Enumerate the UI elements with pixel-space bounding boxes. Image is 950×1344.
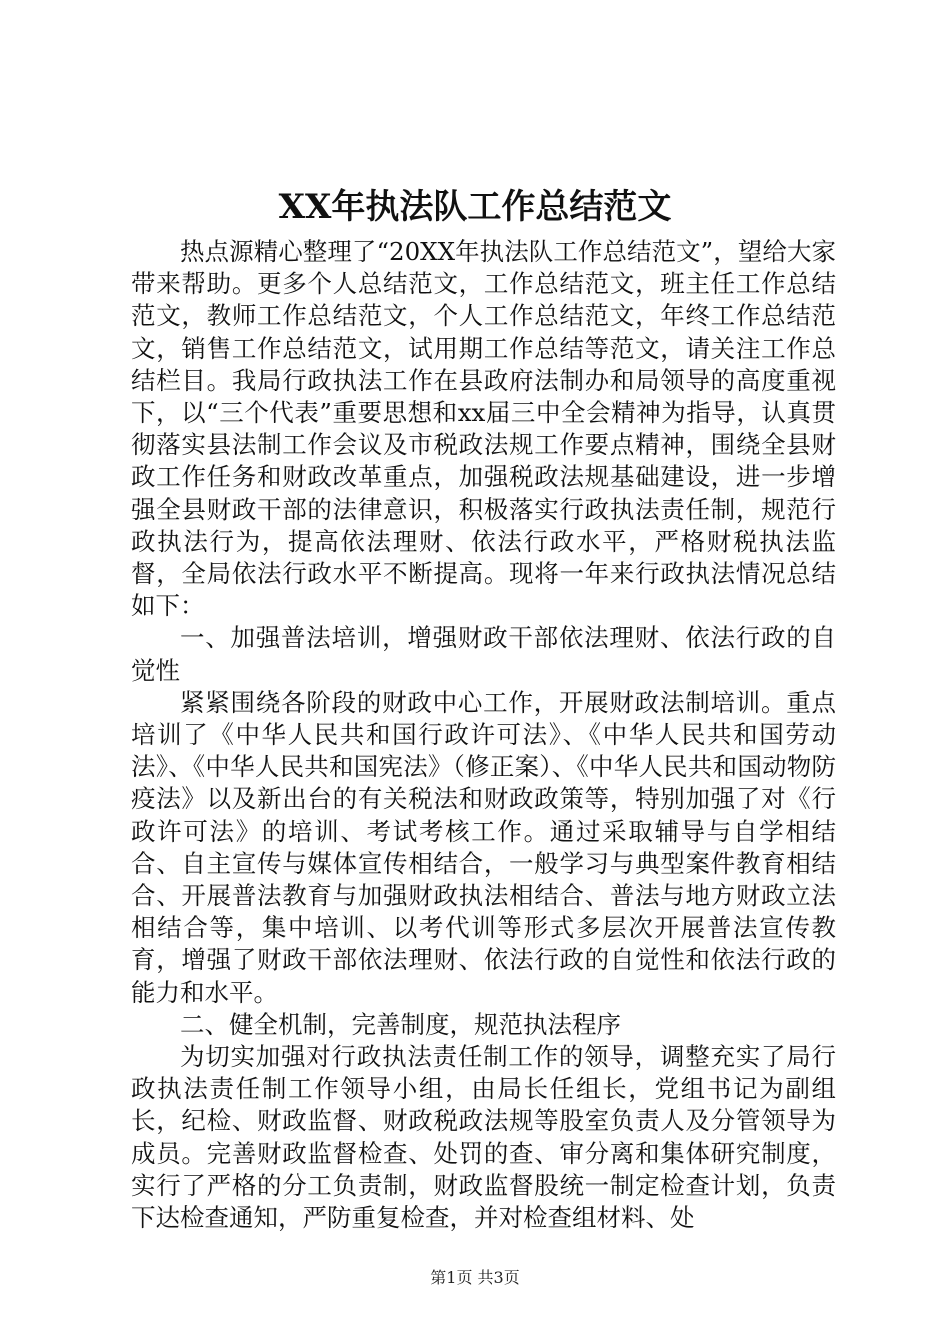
paragraph-section-2: 为切实加强对行政执法责任制工作的领导，调整充实了局行政执法责任制工作领导小组，由局长任组长，党组书记为副组长，纪检、财政监督、财政税政法规等股室负责人及分管领导为成员。完善财政监督检查、处罚的查、审分离和集体研究制度，实行了严格的分工负责制，财政监督股统一制定检查计划，负责下达检查通知，严防重复检查，并对检查组材料、处 bbox=[131, 1042, 836, 1233]
paragraph-intro: 热点源精心整理了“20XX年执法队工作总结范文”，望给大家带来帮助。更多个人总结范文，工作总结范文，班主任工作总结范文，教师工作总结范文，个人工作总结范文，年终工作总结范文，销售工作总结范文，试用期工作总结等范文，请关注工作总结栏目。我局行政执法工作在县政府法制办和局领导的高度重视下，以“三个代表”重要思想和xx届三中全会精神为指导，认真贯彻落实县法制工作会议及市税政法规工作要点精神，围绕全县财政工作任务和财政改革重点，加强税政法规基础建设，进一步增强全县财政干部的法律意识，积极落实行政执法责任制，规范行政执法行为，提高依法理财、依法行政水平，严格财税执法监督，全局依法行政水平不断提高。现将一年来行政执法情况总结如下： bbox=[131, 237, 836, 621]
page-footer: 第1页 共3页 bbox=[430, 1268, 520, 1287]
document-body bbox=[131, 236, 836, 1234]
paragraph-section-1: 紧紧围绕各阶段的财政中心工作，开展财政法制培训。重点培训了《中华人民共和国行政许可法》、《中华人民共和国劳动法》、《中华人民共和国宪法》（修正案）、《中华人民共和国动物防疫法》以及新出台的有关税法和财政政策等，特别加强了对《行政许可法》的培训、考试考核工作。通过采取辅导与自学相结合、自主宣传与媒体宣传相结合，一般学习与典型案件教育相结合、开展普法教育与加强财政执法相结合、普法与地方财政立法相结合等，集中培训、以考代训等形式多层次开展普法宣传教育，增强了财政干部依法理财、依法行政的自觉性和依法行政的能力和水平。 bbox=[131, 687, 836, 1007]
section-heading-1: 一、加强普法培训，增强财政干部依法理财、依法行政的自觉性 bbox=[131, 623, 836, 685]
section-heading-2: 二、健全机制，完善制度，规范执法程序 bbox=[180, 1009, 621, 1039]
document-title: XX年执法队工作总结范文 bbox=[278, 187, 672, 227]
